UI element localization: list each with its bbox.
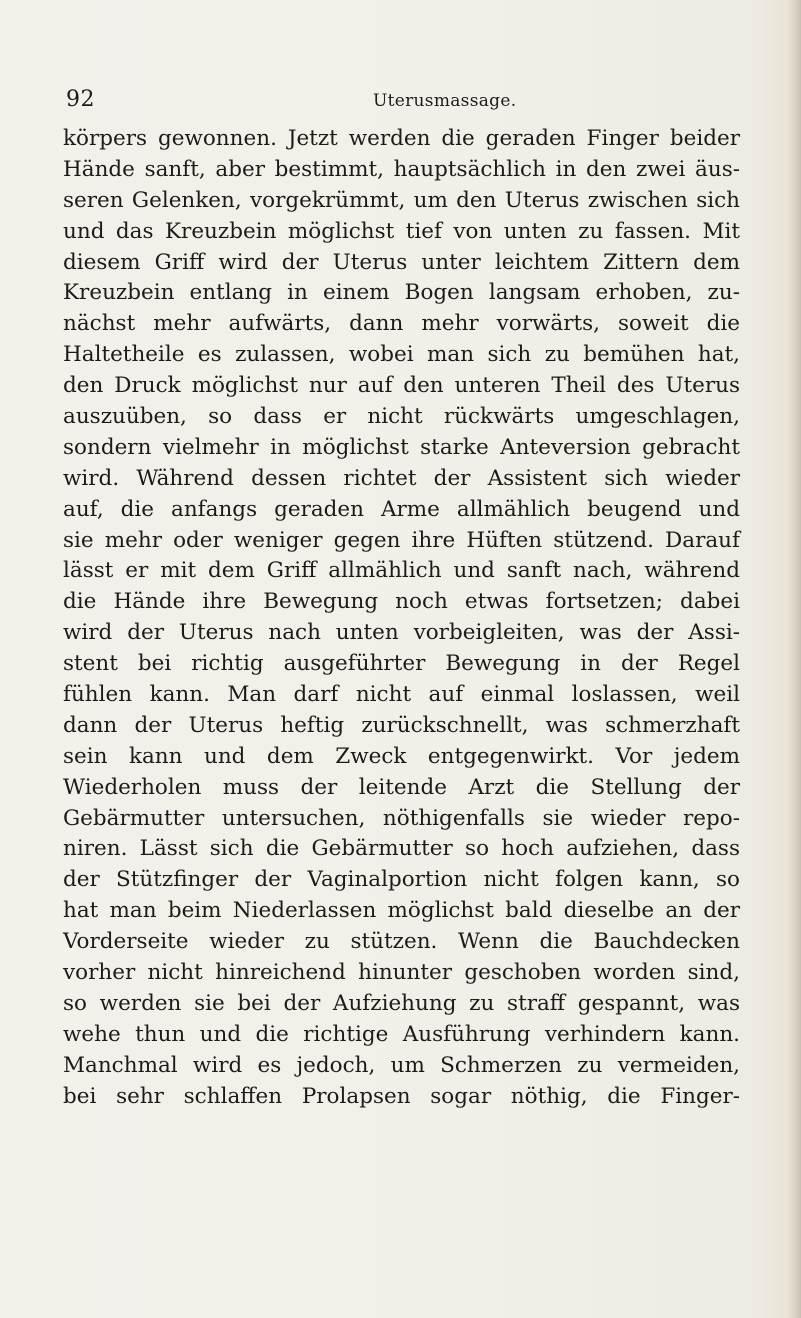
text-line: körpers gewonnen. Jetzt werden die geraden Finger beider bbox=[63, 126, 740, 151]
running-head bbox=[66, 86, 754, 114]
text-line: Hände sanft, aber bestimmt, hauptsächlich in den zwei äus- bbox=[63, 156, 740, 182]
page-edge-shadow bbox=[787, 0, 801, 1318]
text-line: hat man beim Niederlassen möglichst bald dieselbe an der bbox=[63, 898, 740, 924]
text-line: Wiederholen muss der leitende Arzt die Stellung der bbox=[63, 774, 740, 800]
text-line: der Stützfinger der Vaginalportion nicht folgen kann, so bbox=[63, 867, 740, 893]
text-line: fühlen kann. Man darf nicht auf einmal loslassen, weil bbox=[63, 682, 740, 708]
text-line: Kreuzbein entlang in einem Bogen langsam erhoben, zu- bbox=[63, 280, 740, 306]
text-line: bei sehr schlaffen Prolapsen sogar nöthig, die Finger- bbox=[63, 1083, 740, 1109]
text-line: sondern vielmehr in möglichst starke Anteversion gebracht bbox=[63, 434, 740, 460]
text-line: die Hände ihre Bewegung noch etwas fortsetzen; dabei bbox=[63, 589, 740, 615]
text-line: sein kann und dem Zweck entgegenwirkt. Vor jedem bbox=[63, 743, 740, 769]
text-line: Vorderseite wieder zu stützen. Wenn die Bauchdecken bbox=[63, 929, 740, 955]
text-line: so werden sie bei der Aufziehung zu straff gespannt, was bbox=[63, 990, 740, 1016]
text-line: auszuüben, so dass er nicht rückwärts umgeschlagen, bbox=[63, 404, 740, 430]
text-line: Haltetheile es zulassen, wobei man sich zu bemühen hat, bbox=[63, 342, 740, 368]
text-line: niren. Lässt sich die Gebärmutter so hoch aufziehen, dass bbox=[63, 836, 740, 862]
page-number: 92 bbox=[66, 87, 95, 112]
text-line: dann der Uterus heftig zurückschnellt, was schmerzhaft bbox=[63, 712, 740, 738]
text-line: den Druck möglichst nur auf den unteren Theil des Uterus bbox=[63, 373, 740, 399]
text-line: vorher nicht hinreichend hinunter geschoben worden sind, bbox=[63, 960, 740, 986]
running-title: Uterusmassage. bbox=[373, 91, 517, 111]
text-line: diesem Griff wird der Uterus unter leichtem Zittern dem bbox=[63, 249, 740, 275]
text-line: lässt er mit dem Griff allmählich und sanft nach, während bbox=[63, 558, 740, 584]
body-text bbox=[63, 124, 740, 1113]
text-line: wehe thun und die richtige Ausführung verhindern kann. bbox=[63, 1021, 740, 1047]
text-line: stent bei richtig ausgeführter Bewegung in der Regel bbox=[63, 651, 740, 677]
text-line: nächst mehr aufwärts, dann mehr vorwärts, soweit die bbox=[63, 311, 740, 337]
text-line: wird der Uterus nach unten vorbeigleiten, was der Assi- bbox=[63, 620, 740, 646]
text-line: auf, die anfangs geraden Arme allmählich beugend und bbox=[63, 496, 740, 522]
text-line: seren Gelenken, vorgekrümmt, um den Uterus zwischen sich bbox=[63, 187, 740, 213]
text-line: und das Kreuzbein möglichst tief von unten zu fassen. Mit bbox=[63, 218, 740, 244]
text-line: Gebärmutter untersuchen, nöthigenfalls sie wieder repo- bbox=[63, 805, 740, 831]
text-line: wird. Während dessen richtet der Assistent sich wieder bbox=[63, 465, 740, 491]
text-line: sie mehr oder weniger gegen ihre Hüften stützend. Darauf bbox=[63, 527, 740, 553]
text-line: Manchmal wird es jedoch, um Schmerzen zu vermeiden, bbox=[63, 1052, 740, 1078]
